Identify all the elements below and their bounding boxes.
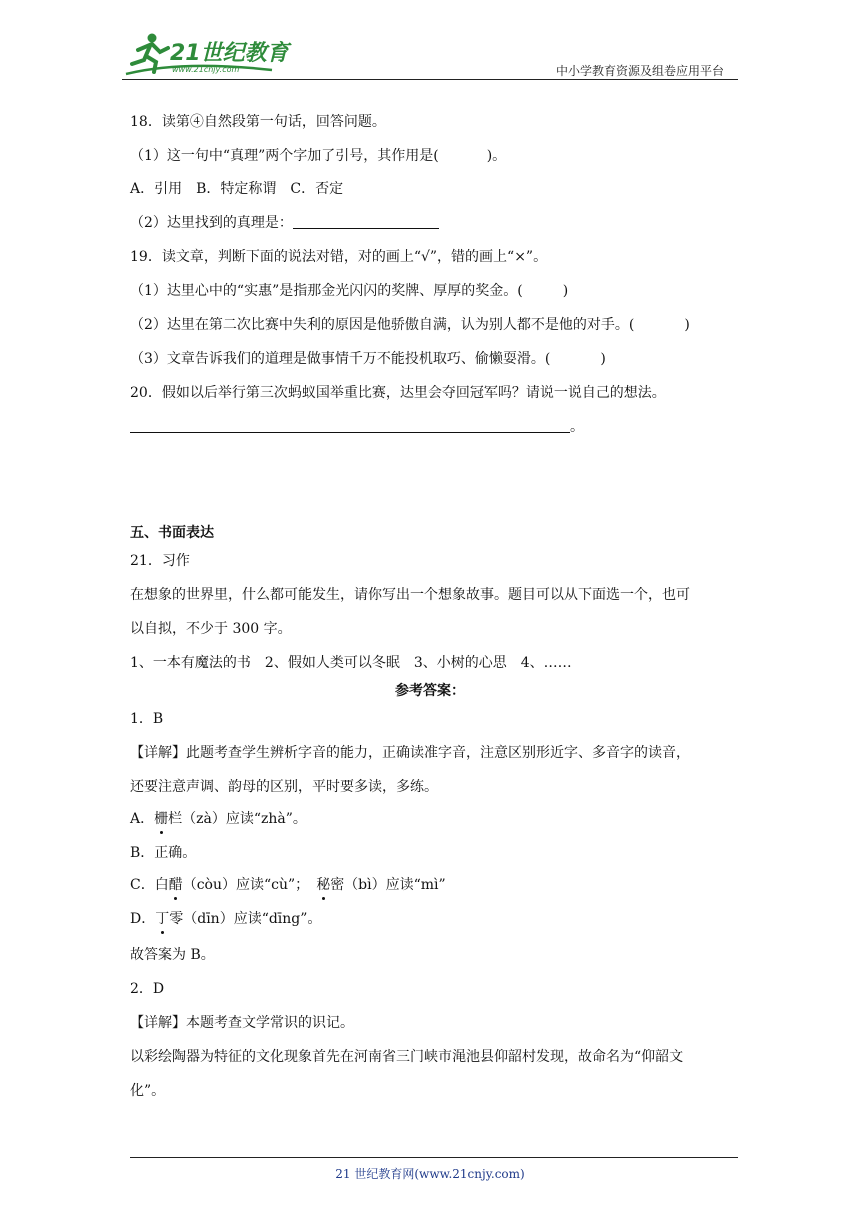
option-label: A．: [130, 811, 155, 827]
answer-1-option-c: [130, 875, 446, 895]
q19-s2-close: ): [684, 317, 690, 333]
logo: [122, 30, 292, 80]
q19-s3: [130, 349, 606, 369]
answer-1-option-a: [130, 809, 307, 829]
q19-s1: [130, 281, 568, 301]
q21-prompt-line2: 以自拟，不少于 300 字。: [130, 621, 292, 637]
q19-s1-text: （1）达里心中的“实惠”是指那金光闪闪的奖牌、厚厚的奖金。(: [130, 283, 523, 299]
option-text: 零（dīn）应读“dīng”。: [169, 911, 322, 927]
answer-2: 2．D: [130, 981, 165, 997]
logo-text: 21世纪教育: [170, 41, 289, 66]
q21-title: 21．习作: [130, 553, 190, 569]
answer-2-detail: 【详解】本题考查文学常识的识记。: [130, 1015, 354, 1031]
q19-s3-text: （3）文章告诉我们的道理是做事情千万不能投机取巧、偷懒耍滑。(: [130, 351, 551, 367]
answers-title: 参考答案：: [395, 683, 465, 699]
emphasized-char: 醋: [168, 877, 183, 893]
answer-1-option-b: B．正确。: [130, 845, 197, 861]
answer-2-text-line2: 化”。: [130, 1083, 166, 1099]
runner-logo-icon: [122, 30, 292, 80]
answer-2-text-line1: 以彩绘陶器为特征的文化现象首先在河南省三门峡市渑池县仰韶村发现，故命名为“仰韶文: [130, 1049, 684, 1065]
q18-options: A．引用 B．特定称谓 C．否定: [130, 181, 344, 197]
q18-stem: 18．读第④自然段第一句话，回答问题。: [130, 114, 386, 130]
q20-end: 。: [570, 419, 584, 435]
emphasized-char: 栅: [154, 811, 169, 827]
q21-topics: 1、一本有魔法的书 2、假如人类可以冬眠 3、小树的心思 4、……: [130, 655, 572, 671]
q20-answer-line: [130, 417, 584, 437]
q18-sub1-end: )。: [486, 148, 507, 164]
emphasized-char: 丁: [155, 911, 170, 927]
q19-s1-close: ): [562, 283, 569, 299]
logo-url: www.21cnjy.com: [172, 65, 240, 74]
section-title: 五、书面表达: [130, 525, 214, 541]
option-text: （còu）应读“cù”；: [182, 877, 317, 893]
q18-sub1: [130, 146, 506, 166]
q19-s2-text: （2）达里在第二次比赛中失利的原因是他骄傲自满，认为别人都不是他的对手。(: [130, 317, 635, 333]
option-label: C．白: [130, 877, 169, 893]
option-text: 栏（zà）应读“zhà”。: [168, 811, 307, 827]
q19-s2: [130, 315, 690, 335]
q18-sub1-text: （1）这一句中“真理”两个字加了引号，其作用是(: [130, 148, 439, 164]
page-footer: 21 世纪教育网(www.21cnjy.com): [335, 1167, 525, 1181]
emphasized-char: 秘: [316, 877, 331, 893]
answer-1-conclusion: 故答案为 B。: [130, 947, 215, 963]
footer-divider: [130, 1157, 738, 1158]
platform-name: 中小学教育资源及组卷应用平台: [555, 64, 724, 78]
q21-prompt-line1: 在想象的世界里，什么都可能发生，请你写出一个想象故事。题目可以从下面选一个，也可: [130, 587, 690, 603]
q20-stem: 20．假如以后举行第三次蚂蚁国举重比赛，达里会夺回冠军吗？请说一说自己的想法。: [130, 385, 666, 401]
option-text: 密（bì）应读“mì”: [330, 877, 446, 893]
q19-s3-close: ): [600, 351, 606, 367]
q18-sub2: [130, 213, 439, 233]
answer-1-option-d: [130, 909, 321, 929]
q18-sub2-text: （2）达里找到的真理是：: [130, 215, 293, 231]
page-header: [122, 30, 738, 82]
answer-blank: [293, 214, 439, 229]
answer-blank: [130, 418, 570, 433]
q19-stem: 19．读文章，判断下面的说法对错，对的画上“√”，错的画上“×”。: [130, 249, 548, 265]
answer-1: 1．B: [130, 711, 164, 727]
header-divider: [122, 79, 738, 80]
answer-1-detail-line1: 【详解】此题考查学生辨析字音的能力，正确读准字音，注意区别形近字、多音字的读音，: [130, 745, 690, 761]
option-label: D．: [130, 911, 156, 927]
answer-1-detail-line2: 还要注意声调、韵母的区别，平时要多读，多练。: [130, 779, 438, 795]
